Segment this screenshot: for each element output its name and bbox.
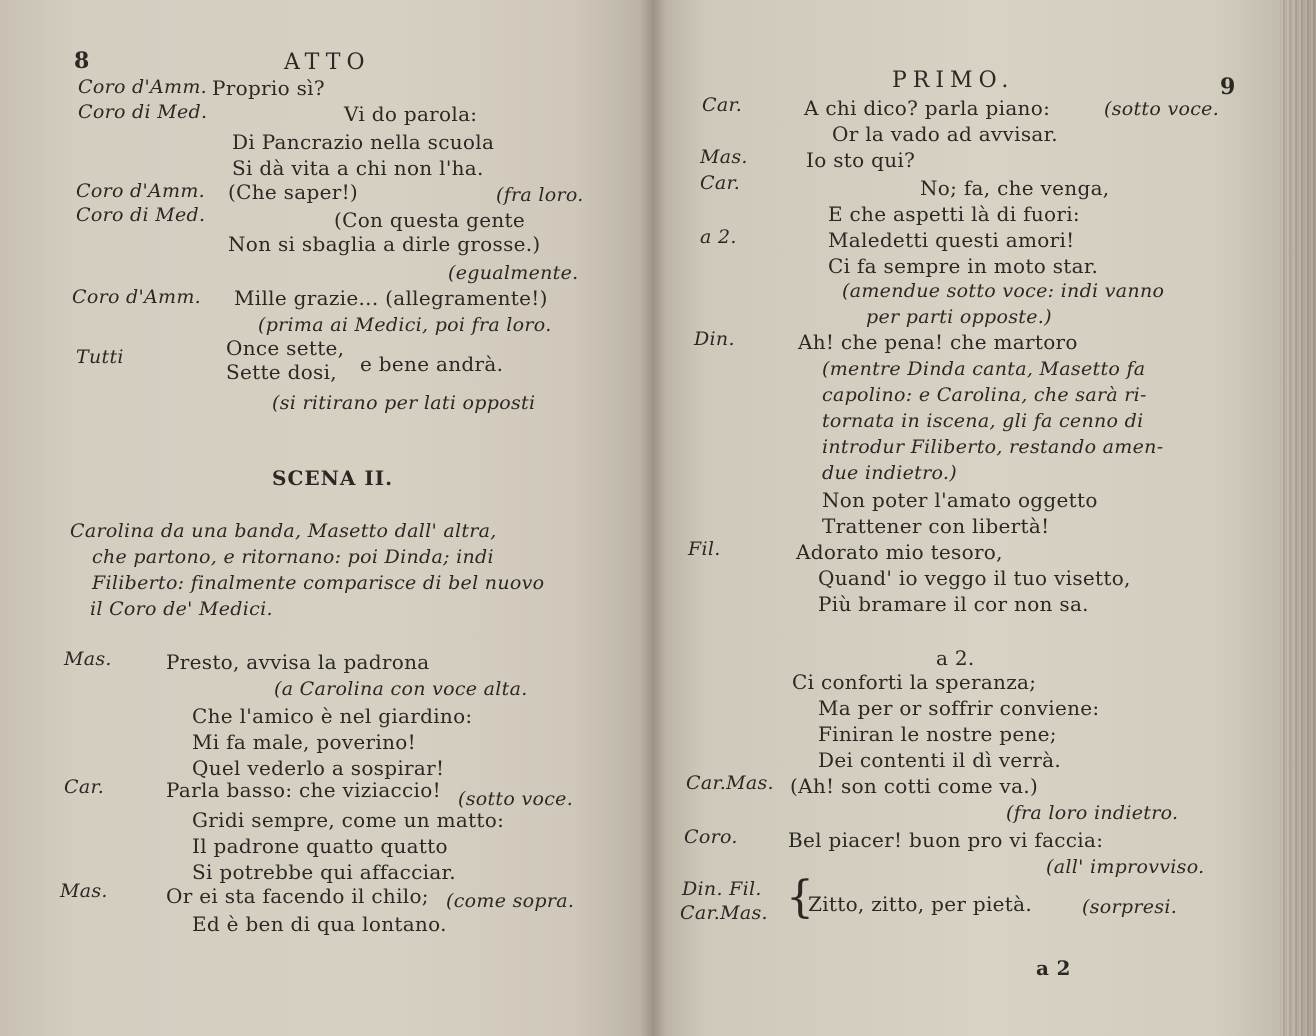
verse-line: Once sette, <box>226 336 345 360</box>
verse-line: Proprio sì? <box>212 76 325 100</box>
verse-line: Dei contenti il dì verrà. <box>818 748 1062 772</box>
speaker: Coro di Med. <box>76 204 206 226</box>
verse-line: Non si sbaglia a dirle grosse.) <box>228 232 541 256</box>
scene-direction-line: il Coro de' Medici. <box>90 598 273 620</box>
stage-direction: (come sopra. <box>446 890 575 912</box>
verse-line: Ma per or soffrir conviene: <box>818 696 1100 720</box>
verse-line: Mi fa male, poverino! <box>192 730 416 754</box>
verse-line: Si dà vita a chi non l'ha. <box>232 156 484 180</box>
verse-line: Maledetti questi amori! <box>828 228 1075 252</box>
verse-line: Presto, avvisa la padrona <box>166 650 430 674</box>
stage-direction: due indietro.) <box>822 462 957 484</box>
scene-direction-line: Carolina da una banda, Masetto dall' altra, <box>70 520 497 542</box>
speaker: Coro. <box>684 826 738 848</box>
speaker: Coro d'Amm. <box>72 286 202 308</box>
stage-direction: (prima ai Medici, poi fra loro. <box>258 314 552 336</box>
verse-line: Ci conforti la speranza; <box>792 670 1037 694</box>
stage-direction: (sotto voce. <box>458 788 574 810</box>
stage-direction: (si ritirano per lati opposti <box>272 392 536 414</box>
verse-line: Trattener con libertà! <box>822 514 1050 538</box>
speaker: Car. <box>700 172 741 194</box>
stage-direction: (sotto voce. <box>1104 98 1220 120</box>
verse-line: Mille grazie... (allegramente!) <box>234 286 548 310</box>
speaker: Car. <box>64 776 105 798</box>
stage-direction: (amendue sotto voce: indi vanno <box>842 280 1165 302</box>
stage-direction: (fra loro. <box>496 184 584 206</box>
verse-line: (Che saper!) <box>228 180 359 204</box>
verse-line: (Con questa gente <box>334 208 525 232</box>
verse-line: Il padrone quatto quatto <box>192 834 448 858</box>
verse-line: Io sto qui? <box>806 148 916 172</box>
scene-direction-line: Filiberto: finalmente comparisce di bel nuovo <box>92 572 545 594</box>
stage-direction: (all' improvviso. <box>1046 856 1205 878</box>
running-header: ATTO <box>284 50 371 75</box>
stage-direction: (egualmente. <box>448 262 579 284</box>
verse-line: Più bramare il cor non sa. <box>818 592 1089 616</box>
verse-line: Che l'amico è nel giardino: <box>192 704 473 728</box>
running-header: PRIMO. <box>892 68 1015 93</box>
verse-line: Quand' io veggo il tuo visetto, <box>818 566 1131 590</box>
verse-line: Parla basso: che viziaccio! <box>166 778 441 802</box>
stage-direction: (sorpresi. <box>1082 896 1178 918</box>
speaker: Car.Mas. <box>680 902 768 924</box>
verse-line: Ci fa sempre in moto star. <box>828 254 1099 278</box>
verse-line: Adorato mio tesoro, <box>796 540 1003 564</box>
verse-line: Or ei sta facendo il chilo; <box>166 884 429 908</box>
speaker: Din. <box>694 328 735 350</box>
verse-line: A chi dico? parla piano: <box>804 96 1051 120</box>
stage-direction: tornata in iscena, gli fa cenno di <box>822 410 1144 432</box>
stage-direction: (mentre Dinda canta, Masetto fa <box>822 358 1146 380</box>
stage-direction: per parti opposte.) <box>866 306 1052 328</box>
stage-direction: capolino: e Carolina, che sarà ri- <box>822 384 1147 406</box>
stage-direction: (fra loro indietro. <box>1006 802 1179 824</box>
scene-direction-line: che partono, e ritornano: poi Dinda; indi <box>92 546 494 568</box>
verse-line: Ed è ben di qua lontano. <box>192 912 447 936</box>
verse-line: Vi do parola: <box>344 102 478 126</box>
page-edges <box>1280 0 1316 1036</box>
speaker: Coro di Med. <box>78 101 208 123</box>
speaker: Mas. <box>700 146 748 168</box>
verse-line: Non poter l'amato oggetto <box>822 488 1098 512</box>
right-page <box>652 0 1316 1036</box>
speaker: Mas. <box>60 880 108 902</box>
left-page <box>0 0 652 1036</box>
verse-line: Zitto, zitto, per pietà. <box>808 892 1032 916</box>
verse-line: Or la vado ad avvisar. <box>832 122 1058 146</box>
verse-line: E che aspetti là di fuori: <box>828 202 1080 226</box>
verse-line: Ah! che pena! che martoro <box>798 330 1078 354</box>
stage-direction: introdur Filiberto, restando amen- <box>822 436 1164 458</box>
stage-direction: (a Carolina con voce alta. <box>274 678 528 700</box>
speaker: Coro d'Amm. <box>78 76 208 98</box>
speaker: a 2. <box>700 226 737 248</box>
brace-glyph: { <box>786 872 814 923</box>
book-gutter <box>640 0 666 1036</box>
page-number: 8 <box>74 48 90 74</box>
speaker: Car. <box>702 94 743 116</box>
speaker: Tutti <box>76 346 124 368</box>
verse-line: Bel piacer! buon pro vi faccia: <box>788 828 1104 852</box>
verse-line: Di Pancrazio nella scuola <box>232 130 495 154</box>
speaker: Coro d'Amm. <box>76 180 206 202</box>
verse-line: e bene andrà. <box>360 352 504 376</box>
verse-line: Si potrebbe qui affacciar. <box>192 860 456 884</box>
verse-line: No; fa, che venga, <box>920 176 1110 200</box>
speaker: Mas. <box>64 648 112 670</box>
verse-line: Gridi sempre, come un matto: <box>192 808 505 832</box>
verse-line: (Ah! son cotti come va.) <box>790 774 1039 798</box>
verse-heading: a 2. <box>936 646 975 670</box>
page-number: 9 <box>1220 74 1236 100</box>
verse-line: Finiran le nostre pene; <box>818 722 1057 746</box>
scene-title: SCENA II. <box>272 466 394 490</box>
verse-line: Quel vederlo a sospirar! <box>192 756 445 780</box>
speaker: Fil. <box>688 538 721 560</box>
speaker: Din. Fil. <box>682 878 762 900</box>
speaker: Car.Mas. <box>686 772 774 794</box>
verse-line: Sette dosi, <box>226 360 337 384</box>
catchword: a 2 <box>1036 956 1071 980</box>
